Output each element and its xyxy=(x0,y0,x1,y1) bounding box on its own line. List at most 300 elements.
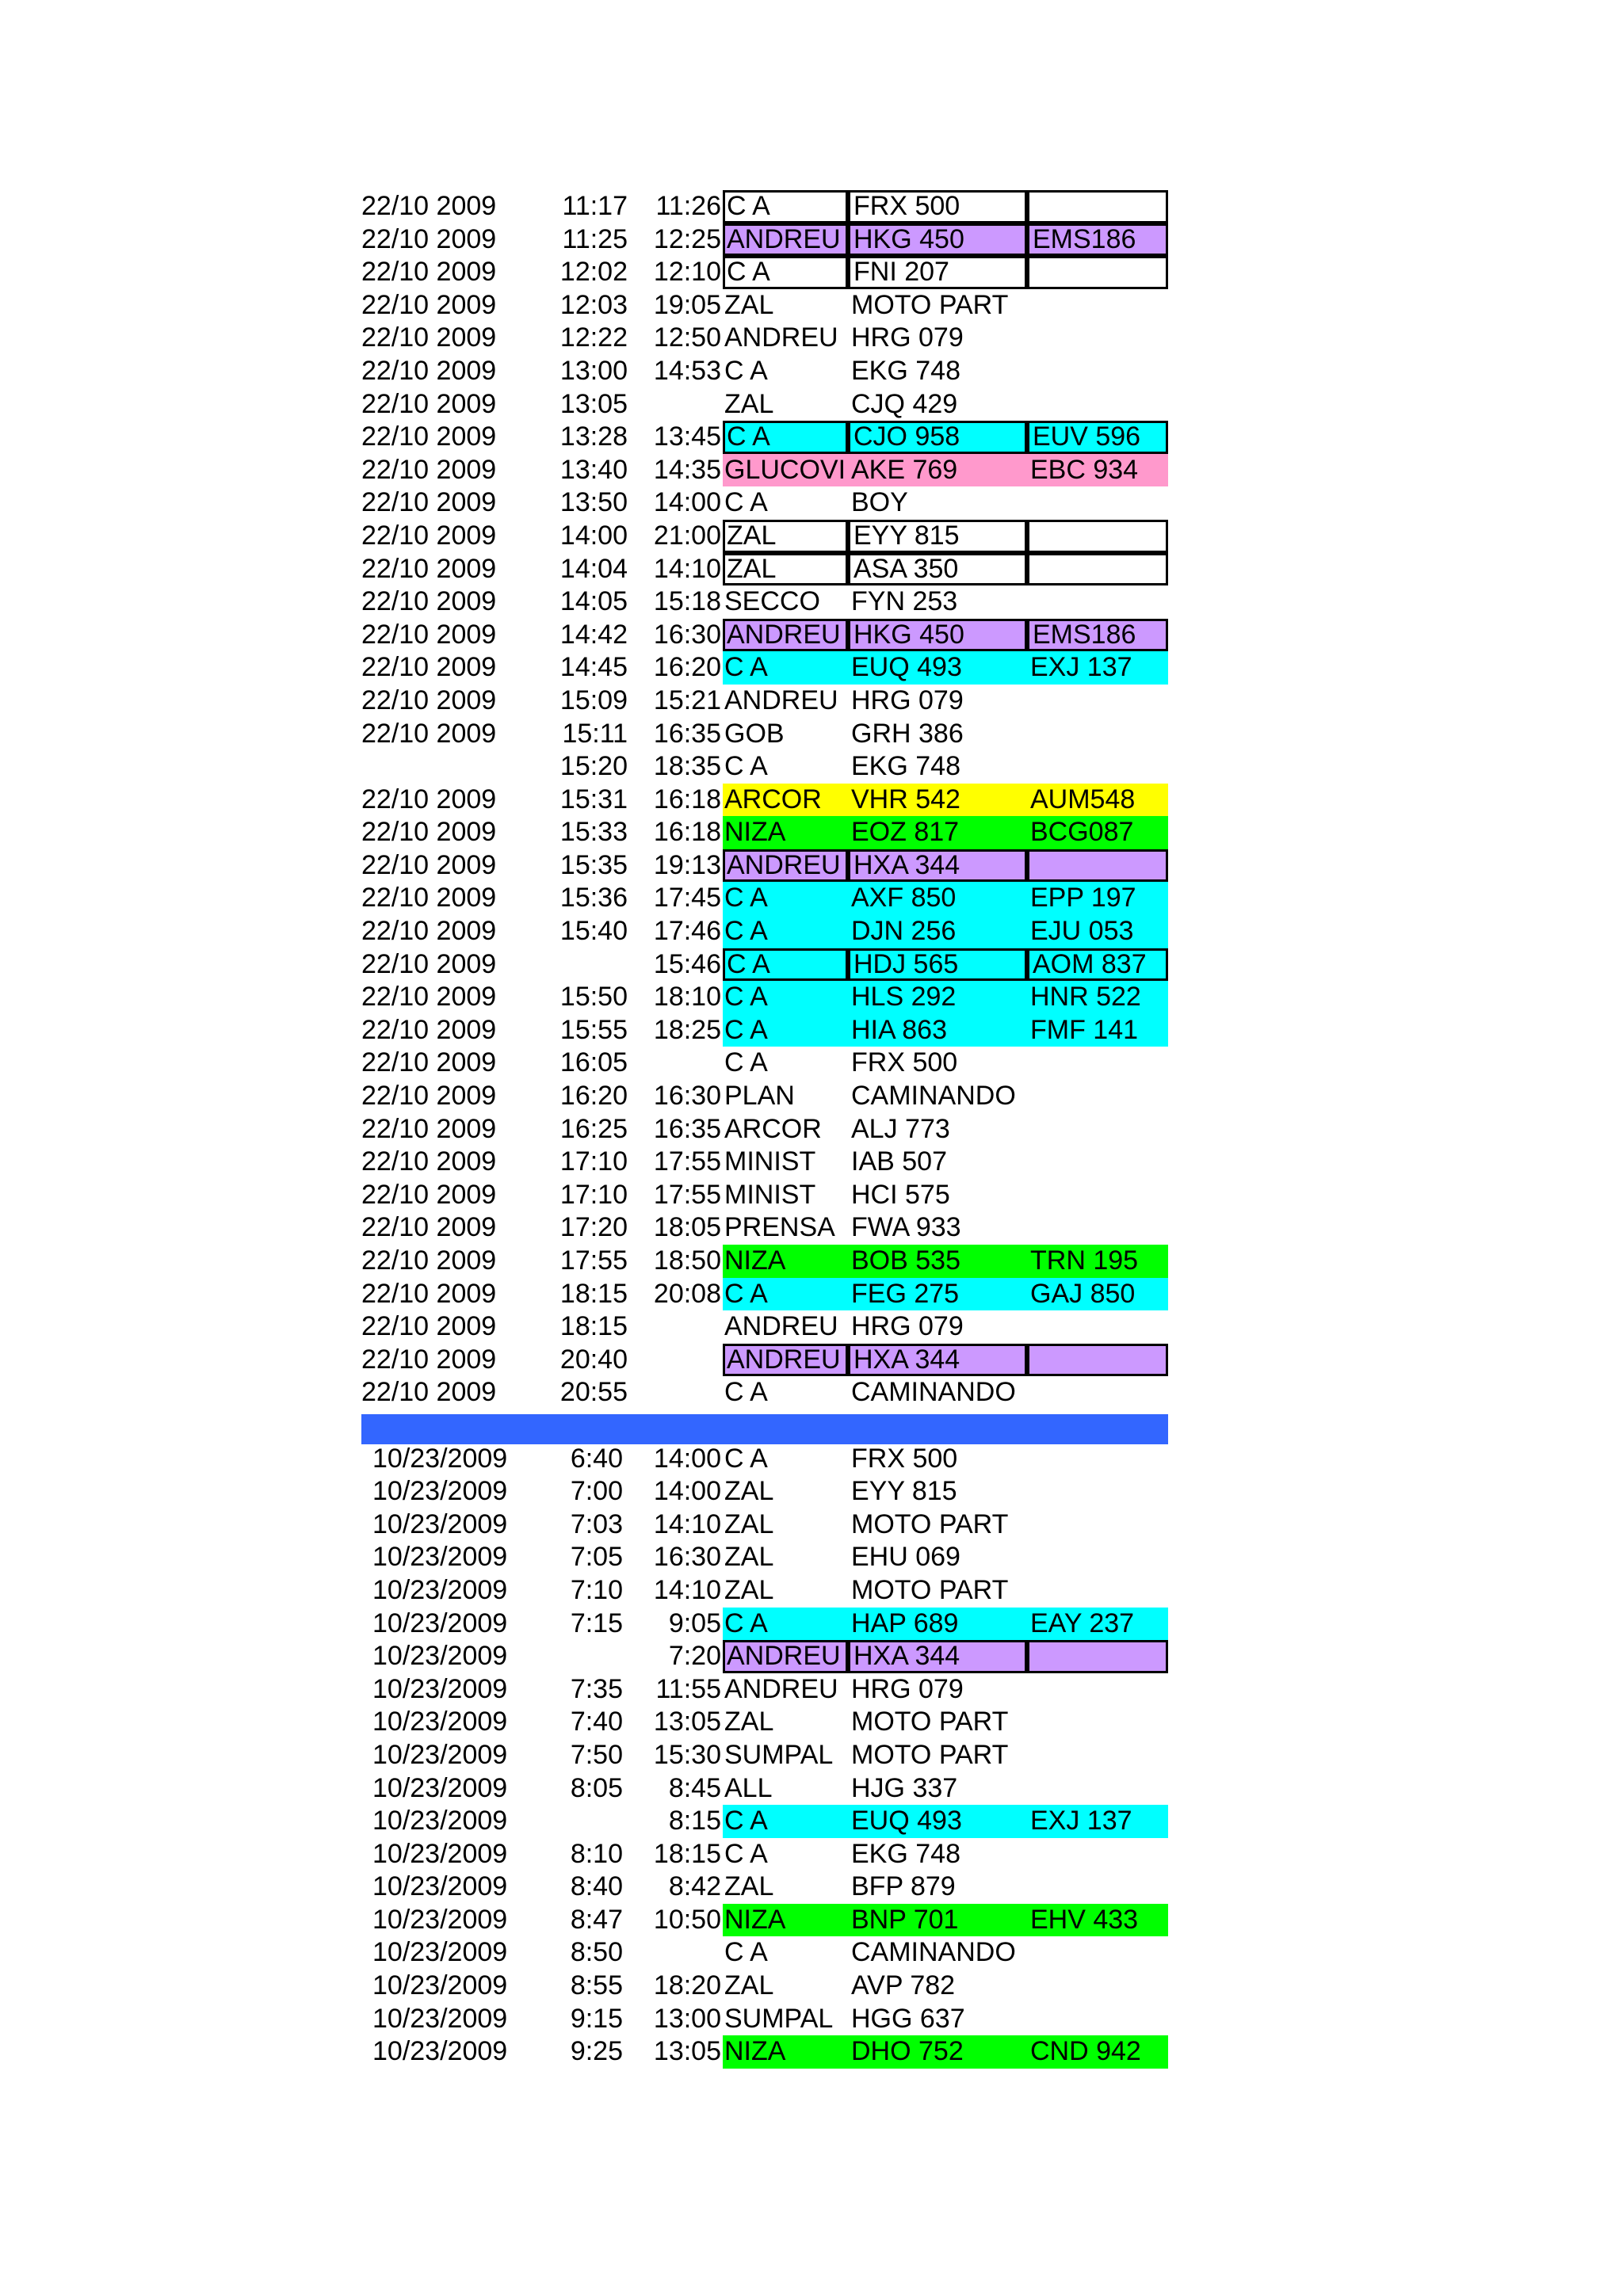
client-cell: ANDREU xyxy=(723,1640,848,1673)
table-row xyxy=(361,981,1168,1014)
start-time-cell: 15:09 xyxy=(559,685,628,715)
extra-plate-cell xyxy=(1027,1838,1168,1871)
vehicle-cell: MOTO PART xyxy=(851,289,1009,320)
start-time-cell: 14:04 xyxy=(559,553,628,584)
table-row xyxy=(361,1838,1168,1871)
extra-plate-cell: GAJ 850 xyxy=(1027,1278,1168,1311)
date-cell: 22/10 2009 xyxy=(361,916,497,947)
end-time-cell: 14:35 xyxy=(653,454,721,485)
vehicle-cell: BNP 701 xyxy=(848,1904,1027,1937)
extra-plate-cell xyxy=(1027,585,1168,619)
start-time-cell: 18:15 xyxy=(559,1278,628,1309)
date-cell: 22/10 2009 xyxy=(361,1081,497,1112)
client-cell: ZAL xyxy=(724,1707,774,1737)
start-time-cell: 8:05 xyxy=(570,1772,623,1803)
table-row xyxy=(361,223,1168,257)
vehicle-cell: MOTO PART xyxy=(851,1574,1009,1605)
vehicle-cell: HGG 637 xyxy=(851,2003,965,2034)
end-time-cell xyxy=(631,388,723,421)
start-time-cell xyxy=(504,948,631,982)
end-time-cell: 18:10 xyxy=(653,982,721,1013)
end-time-cell: 14:10 xyxy=(653,1508,721,1539)
vehicle-cell: FNI 207 xyxy=(848,256,1027,289)
log-sheet xyxy=(361,190,1168,2069)
start-time-cell: 18:15 xyxy=(559,1311,628,1342)
vehicle-cell: DJN 256 xyxy=(848,915,1027,948)
client-cell: SUMPAL xyxy=(724,1739,834,1770)
start-time-cell: 11:17 xyxy=(562,191,628,221)
table-row xyxy=(361,1508,1168,1542)
start-time-cell: 9:15 xyxy=(570,2003,623,2034)
extra-plate-cell xyxy=(1027,1344,1168,1377)
end-time-cell: 16:30 xyxy=(653,1081,721,1112)
client-cell: ZAL xyxy=(724,1542,774,1573)
vehicle-cell: CJQ 429 xyxy=(851,388,958,419)
client-cell: C A xyxy=(723,190,848,223)
date-cell: 10/23/2009 xyxy=(372,1904,508,1935)
client-cell: C A xyxy=(723,421,848,454)
end-time-cell: 17:55 xyxy=(653,1146,721,1177)
vehicle-cell: EHU 069 xyxy=(851,1542,960,1573)
client-cell: NIZA xyxy=(723,816,848,849)
table-row xyxy=(361,750,1168,784)
end-time-cell: 16:18 xyxy=(653,817,721,848)
end-time-cell: 8:15 xyxy=(668,1806,721,1836)
vehicle-cell: HRG 079 xyxy=(851,1311,964,1342)
date-cell: 22/10 2009 xyxy=(361,191,497,221)
start-time-cell: 7:05 xyxy=(570,1542,623,1573)
end-time-cell: 16:30 xyxy=(653,619,721,650)
table-row xyxy=(361,1080,1168,1113)
table-row xyxy=(361,454,1168,487)
extra-plate-cell: CND 942 xyxy=(1027,2035,1168,2069)
vehicle-cell: CAMINANDO xyxy=(851,1081,1016,1112)
client-cell: C A xyxy=(723,1278,848,1311)
end-time-cell: 10:50 xyxy=(653,1904,721,1935)
table-row xyxy=(361,1640,1168,1673)
end-time-cell: 14:10 xyxy=(653,553,721,584)
extra-plate-cell: BCG087 xyxy=(1027,816,1168,849)
date-cell: 10/23/2009 xyxy=(372,1871,508,1902)
vehicle-cell: HXA 344 xyxy=(848,1640,1027,1673)
date-cell: 10/23/2009 xyxy=(372,2036,508,2067)
start-time-cell: 15:31 xyxy=(559,784,628,814)
client-cell: PLAN xyxy=(724,1081,795,1112)
vehicle-cell: EOZ 817 xyxy=(848,816,1027,849)
extra-plate-cell xyxy=(1027,322,1168,355)
date-cell: 10/23/2009 xyxy=(372,1806,508,1836)
table-row xyxy=(361,1706,1168,1739)
extra-plate-cell xyxy=(1027,1113,1168,1146)
end-time-cell: 11:26 xyxy=(655,191,721,221)
start-time-cell: 12:03 xyxy=(559,289,628,320)
end-time-cell: 13:45 xyxy=(653,421,721,452)
date-cell: 22/10 2009 xyxy=(361,718,497,749)
vehicle-cell: EKG 748 xyxy=(851,355,960,386)
start-time-cell: 7:15 xyxy=(570,1608,623,1638)
end-time-cell xyxy=(631,1047,723,1080)
end-time-cell: 13:00 xyxy=(653,2003,721,2034)
end-time-cell: 8:42 xyxy=(668,1871,721,1902)
vehicle-cell: AVP 782 xyxy=(851,1970,956,2001)
extra-plate-cell xyxy=(1027,849,1168,883)
end-time-cell: 18:20 xyxy=(653,1970,721,2001)
date-cell: 10/23/2009 xyxy=(372,2003,508,2034)
date-cell: 10/23/2009 xyxy=(372,1707,508,1737)
extra-plate-cell: EPP 197 xyxy=(1027,882,1168,915)
extra-plate-cell xyxy=(1027,2003,1168,2036)
client-cell: C A xyxy=(723,1608,848,1641)
date-cell: 10/23/2009 xyxy=(372,1673,508,1704)
table-row xyxy=(361,388,1168,421)
vehicle-cell: ASA 350 xyxy=(848,553,1027,586)
start-time-cell xyxy=(512,1805,623,1838)
vehicle-cell: FRX 500 xyxy=(851,1047,958,1078)
extra-plate-cell xyxy=(1027,289,1168,322)
extra-plate-cell xyxy=(1027,190,1168,223)
date-cell: 10/23/2009 xyxy=(372,1739,508,1770)
vehicle-cell: HXA 344 xyxy=(848,849,1027,883)
extra-plate-cell: EHV 433 xyxy=(1027,1904,1168,1937)
client-cell: C A xyxy=(724,1937,768,1968)
client-cell: GOB xyxy=(724,718,785,749)
start-time-cell: 7:03 xyxy=(570,1508,623,1539)
vehicle-cell: HAP 689 xyxy=(848,1608,1027,1641)
extra-plate-cell xyxy=(1027,355,1168,388)
end-time-cell: 8:45 xyxy=(668,1772,721,1803)
end-time-cell: 19:13 xyxy=(653,849,721,880)
table-row xyxy=(361,1344,1168,1377)
extra-plate-cell: EXJ 137 xyxy=(1027,651,1168,685)
date-cell: 22/10 2009 xyxy=(361,355,497,386)
vehicle-cell: MOTO PART xyxy=(851,1739,1009,1770)
extra-plate-cell xyxy=(1027,1640,1168,1673)
log-block-22-10 xyxy=(361,190,1168,1409)
extra-plate-cell xyxy=(1027,1541,1168,1574)
end-time-cell: 17:45 xyxy=(653,883,721,913)
vehicle-cell: BFP 879 xyxy=(851,1871,956,1902)
date-cell: 22/10 2009 xyxy=(361,289,497,320)
extra-plate-cell xyxy=(1027,1772,1168,1806)
client-cell: C A xyxy=(724,1443,768,1474)
start-time-cell: 20:55 xyxy=(559,1377,628,1408)
client-cell: ZAL xyxy=(724,1970,774,2001)
client-cell: C A xyxy=(724,355,768,386)
end-time-cell: 14:00 xyxy=(653,487,721,518)
extra-plate-cell xyxy=(1027,1475,1168,1508)
table-row xyxy=(361,915,1168,948)
vehicle-cell: HXA 344 xyxy=(848,1344,1027,1377)
vehicle-cell: BOB 535 xyxy=(848,1245,1027,1278)
end-time-cell: 12:25 xyxy=(653,223,721,254)
extra-plate-cell: EXJ 137 xyxy=(1027,1805,1168,1838)
table-row xyxy=(361,1739,1168,1772)
start-time-cell: 17:55 xyxy=(559,1245,628,1276)
end-time-cell: 13:05 xyxy=(653,2036,721,2067)
date-cell: 22/10 2009 xyxy=(361,982,497,1013)
table-row xyxy=(361,816,1168,849)
end-time-cell: 16:35 xyxy=(653,1113,721,1144)
client-cell: ANDREU xyxy=(723,619,848,652)
start-time-cell: 13:40 xyxy=(559,454,628,485)
start-time-cell: 9:25 xyxy=(570,2036,623,2067)
extra-plate-cell xyxy=(1027,1508,1168,1542)
end-time-cell: 16:30 xyxy=(653,1542,721,1573)
extra-plate-cell: TRN 195 xyxy=(1027,1245,1168,1278)
date-cell: 22/10 2009 xyxy=(361,883,497,913)
client-cell: ANDREU xyxy=(723,1344,848,1377)
end-time-cell: 18:15 xyxy=(653,1838,721,1869)
end-time-cell: 13:05 xyxy=(653,1707,721,1737)
vehicle-cell: EKG 748 xyxy=(851,1838,960,1869)
client-cell: ANDREU xyxy=(724,322,838,353)
client-cell: C A xyxy=(723,948,848,982)
client-cell: SECCO xyxy=(724,586,820,617)
extra-plate-cell: EBC 934 xyxy=(1027,454,1168,487)
vehicle-cell: AXF 850 xyxy=(848,882,1027,915)
client-cell: C A xyxy=(724,1838,768,1869)
extra-plate-cell: HNR 522 xyxy=(1027,981,1168,1014)
start-time-cell: 15:33 xyxy=(559,817,628,848)
start-time-cell: 8:40 xyxy=(570,1871,623,1902)
end-time-cell: 18:05 xyxy=(653,1212,721,1243)
extra-plate-cell xyxy=(1027,486,1168,520)
table-row xyxy=(361,784,1168,817)
table-row xyxy=(361,1936,1168,1970)
vehicle-cell: HKG 450 xyxy=(848,223,1027,257)
vehicle-cell: AKE 769 xyxy=(848,454,1027,487)
start-time-cell: 13:50 xyxy=(559,487,628,518)
vehicle-cell: EYY 815 xyxy=(848,520,1027,553)
date-cell: 22/10 2009 xyxy=(361,1377,497,1408)
vehicle-cell: HLS 292 xyxy=(848,981,1027,1014)
end-time-cell: 19:05 xyxy=(653,289,721,320)
end-time-cell xyxy=(631,1376,723,1409)
date-cell: 22/10 2009 xyxy=(361,1047,497,1078)
extra-plate-cell xyxy=(1027,1871,1168,1904)
vehicle-cell: HRG 079 xyxy=(851,1673,964,1704)
start-time-cell xyxy=(512,1640,623,1673)
extra-plate-cell: EAY 237 xyxy=(1027,1608,1168,1641)
end-time-cell: 18:25 xyxy=(653,1014,721,1045)
end-time-cell: 12:50 xyxy=(653,322,721,353)
date-cell: 22/10 2009 xyxy=(361,487,497,518)
date-cell: 10/23/2009 xyxy=(372,1574,508,1605)
end-time-cell: 14:10 xyxy=(653,1574,721,1605)
table-row xyxy=(361,1805,1168,1838)
table-row xyxy=(361,1673,1168,1707)
table-row xyxy=(361,948,1168,982)
start-time-cell: 8:55 xyxy=(570,1970,623,2001)
date-cell: 10/23/2009 xyxy=(372,1443,508,1474)
start-time-cell: 15:20 xyxy=(559,751,628,782)
table-row xyxy=(361,289,1168,322)
extra-plate-cell: EMS186 xyxy=(1027,619,1168,652)
client-cell: NIZA xyxy=(723,1904,848,1937)
table-row xyxy=(361,882,1168,915)
start-time-cell: 15:50 xyxy=(559,982,628,1013)
date-cell: 22/10 2009 xyxy=(361,619,497,650)
start-time-cell: 7:40 xyxy=(570,1707,623,1737)
client-cell: ANDREU xyxy=(724,1311,838,1342)
end-time-cell: 9:05 xyxy=(668,1608,721,1638)
start-time-cell: 7:00 xyxy=(570,1476,623,1507)
date-cell: 22/10 2009 xyxy=(361,1113,497,1144)
end-time-cell: 14:00 xyxy=(653,1443,721,1474)
vehicle-cell: VHR 542 xyxy=(848,784,1027,817)
extra-plate-cell xyxy=(1027,388,1168,421)
date-cell: 22/10 2009 xyxy=(361,1146,497,1177)
vehicle-cell: HCI 575 xyxy=(851,1179,950,1210)
table-row xyxy=(361,355,1168,388)
client-cell: C A xyxy=(723,256,848,289)
extra-plate-cell xyxy=(1027,1376,1168,1409)
client-cell: ANDREU xyxy=(724,1673,838,1704)
date-cell: 22/10 2009 xyxy=(361,948,497,979)
start-time-cell: 16:05 xyxy=(559,1047,628,1078)
client-cell: C A xyxy=(723,981,848,1014)
vehicle-cell: ALJ 773 xyxy=(851,1113,950,1144)
table-row xyxy=(361,322,1168,355)
table-row xyxy=(361,1113,1168,1146)
end-time-cell: 15:46 xyxy=(653,948,721,979)
table-row xyxy=(361,849,1168,883)
end-time-cell: 14:53 xyxy=(653,355,721,386)
table-row xyxy=(361,1211,1168,1245)
client-cell: C A xyxy=(723,1014,848,1047)
date-cell: 22/10 2009 xyxy=(361,421,497,452)
extra-plate-cell xyxy=(1027,520,1168,553)
client-cell: ZAL xyxy=(724,289,774,320)
vehicle-cell: MOTO PART xyxy=(851,1508,1009,1539)
date-cell: 10/23/2009 xyxy=(372,1937,508,1968)
extra-plate-cell xyxy=(1027,1673,1168,1707)
vehicle-cell: CAMINANDO xyxy=(851,1377,1016,1408)
end-time-cell: 18:35 xyxy=(653,751,721,782)
client-cell: ZAL xyxy=(724,1574,774,1605)
date-cell xyxy=(361,750,512,784)
end-time-cell: 15:21 xyxy=(653,685,721,715)
start-time-cell: 14:05 xyxy=(559,586,628,617)
extra-plate-cell xyxy=(1027,685,1168,718)
date-cell: 22/10 2009 xyxy=(361,849,497,880)
table-row xyxy=(361,685,1168,718)
date-cell: 10/23/2009 xyxy=(372,1641,508,1672)
extra-plate-cell xyxy=(1027,1211,1168,1245)
extra-plate-cell: FMF 141 xyxy=(1027,1014,1168,1047)
extra-plate-cell xyxy=(1027,1080,1168,1113)
end-time-cell xyxy=(631,1310,723,1344)
date-cell: 22/10 2009 xyxy=(361,784,497,814)
client-cell: ZAL xyxy=(723,553,848,586)
date-cell: 22/10 2009 xyxy=(361,586,497,617)
table-row xyxy=(361,1475,1168,1508)
date-cell: 10/23/2009 xyxy=(372,1838,508,1869)
extra-plate-cell xyxy=(1027,256,1168,289)
vehicle-cell: EYY 815 xyxy=(851,1476,957,1507)
vehicle-cell: HRG 079 xyxy=(851,685,964,715)
extra-plate-cell xyxy=(1027,1146,1168,1179)
client-cell: C A xyxy=(723,1805,848,1838)
table-row xyxy=(361,1541,1168,1574)
client-cell: C A xyxy=(723,915,848,948)
day-separator-bar xyxy=(361,1414,1168,1444)
date-cell: 22/10 2009 xyxy=(361,1245,497,1276)
vehicle-cell: EKG 748 xyxy=(851,751,960,782)
extra-plate-cell: AUM548 xyxy=(1027,784,1168,817)
table-row xyxy=(361,1608,1168,1641)
client-cell: SUMPAL xyxy=(724,2003,834,2034)
day-separator xyxy=(361,1409,1168,1443)
table-row xyxy=(361,619,1168,652)
date-cell: 10/23/2009 xyxy=(372,1508,508,1539)
table-row xyxy=(361,2035,1168,2069)
end-time-cell: 15:30 xyxy=(653,1739,721,1770)
extra-plate-cell xyxy=(1027,1310,1168,1344)
extra-plate-cell xyxy=(1027,718,1168,751)
table-row xyxy=(361,1014,1168,1047)
client-cell: ANDREU xyxy=(723,223,848,257)
extra-plate-cell xyxy=(1027,1047,1168,1080)
vehicle-cell: HIA 863 xyxy=(848,1014,1027,1047)
end-time-cell: 15:18 xyxy=(653,586,721,617)
vehicle-cell: FRX 500 xyxy=(851,1443,958,1474)
client-cell: ANDREU xyxy=(724,685,838,715)
end-time-cell: 18:50 xyxy=(653,1245,721,1276)
date-cell: 22/10 2009 xyxy=(361,257,497,288)
client-cell: ARCOR xyxy=(724,1113,822,1144)
start-time-cell: 15:40 xyxy=(559,916,628,947)
start-time-cell: 8:10 xyxy=(570,1838,623,1869)
vehicle-cell: FEG 275 xyxy=(848,1278,1027,1311)
end-time-cell: 12:10 xyxy=(653,257,721,288)
end-time-cell: 16:20 xyxy=(653,652,721,683)
table-row xyxy=(361,421,1168,454)
start-time-cell: 7:35 xyxy=(570,1673,623,1704)
table-row xyxy=(361,520,1168,553)
vehicle-cell: DHO 752 xyxy=(848,2035,1027,2069)
end-time-cell: 21:00 xyxy=(653,520,721,551)
start-time-cell: 12:22 xyxy=(559,322,628,353)
vehicle-cell: IAB 507 xyxy=(851,1146,947,1177)
table-row xyxy=(361,1443,1168,1476)
table-row xyxy=(361,1904,1168,1937)
start-time-cell: 8:50 xyxy=(570,1937,623,1968)
client-cell: ARCOR xyxy=(723,784,848,817)
end-time-cell: 17:46 xyxy=(653,916,721,947)
vehicle-cell: EUQ 493 xyxy=(848,1805,1027,1838)
extra-plate-cell xyxy=(1027,1443,1168,1476)
table-row xyxy=(361,1146,1168,1179)
client-cell: ZAL xyxy=(724,388,774,419)
extra-plate-cell xyxy=(1027,1739,1168,1772)
date-cell: 22/10 2009 xyxy=(361,1278,497,1309)
date-cell: 22/10 2009 xyxy=(361,1212,497,1243)
end-time-cell xyxy=(631,1936,723,1970)
client-cell: C A xyxy=(724,487,768,518)
start-time-cell: 12:02 xyxy=(559,257,628,288)
client-cell: C A xyxy=(724,1047,768,1078)
start-time-cell: 17:10 xyxy=(559,1146,628,1177)
table-row xyxy=(361,585,1168,619)
start-time-cell: 14:42 xyxy=(559,619,628,650)
start-time-cell: 15:35 xyxy=(559,849,628,880)
date-cell: 22/10 2009 xyxy=(361,685,497,715)
start-time-cell: 13:00 xyxy=(559,355,628,386)
client-cell: C A xyxy=(723,882,848,915)
date-cell: 22/10 2009 xyxy=(361,652,497,683)
vehicle-cell: GRH 386 xyxy=(851,718,964,749)
